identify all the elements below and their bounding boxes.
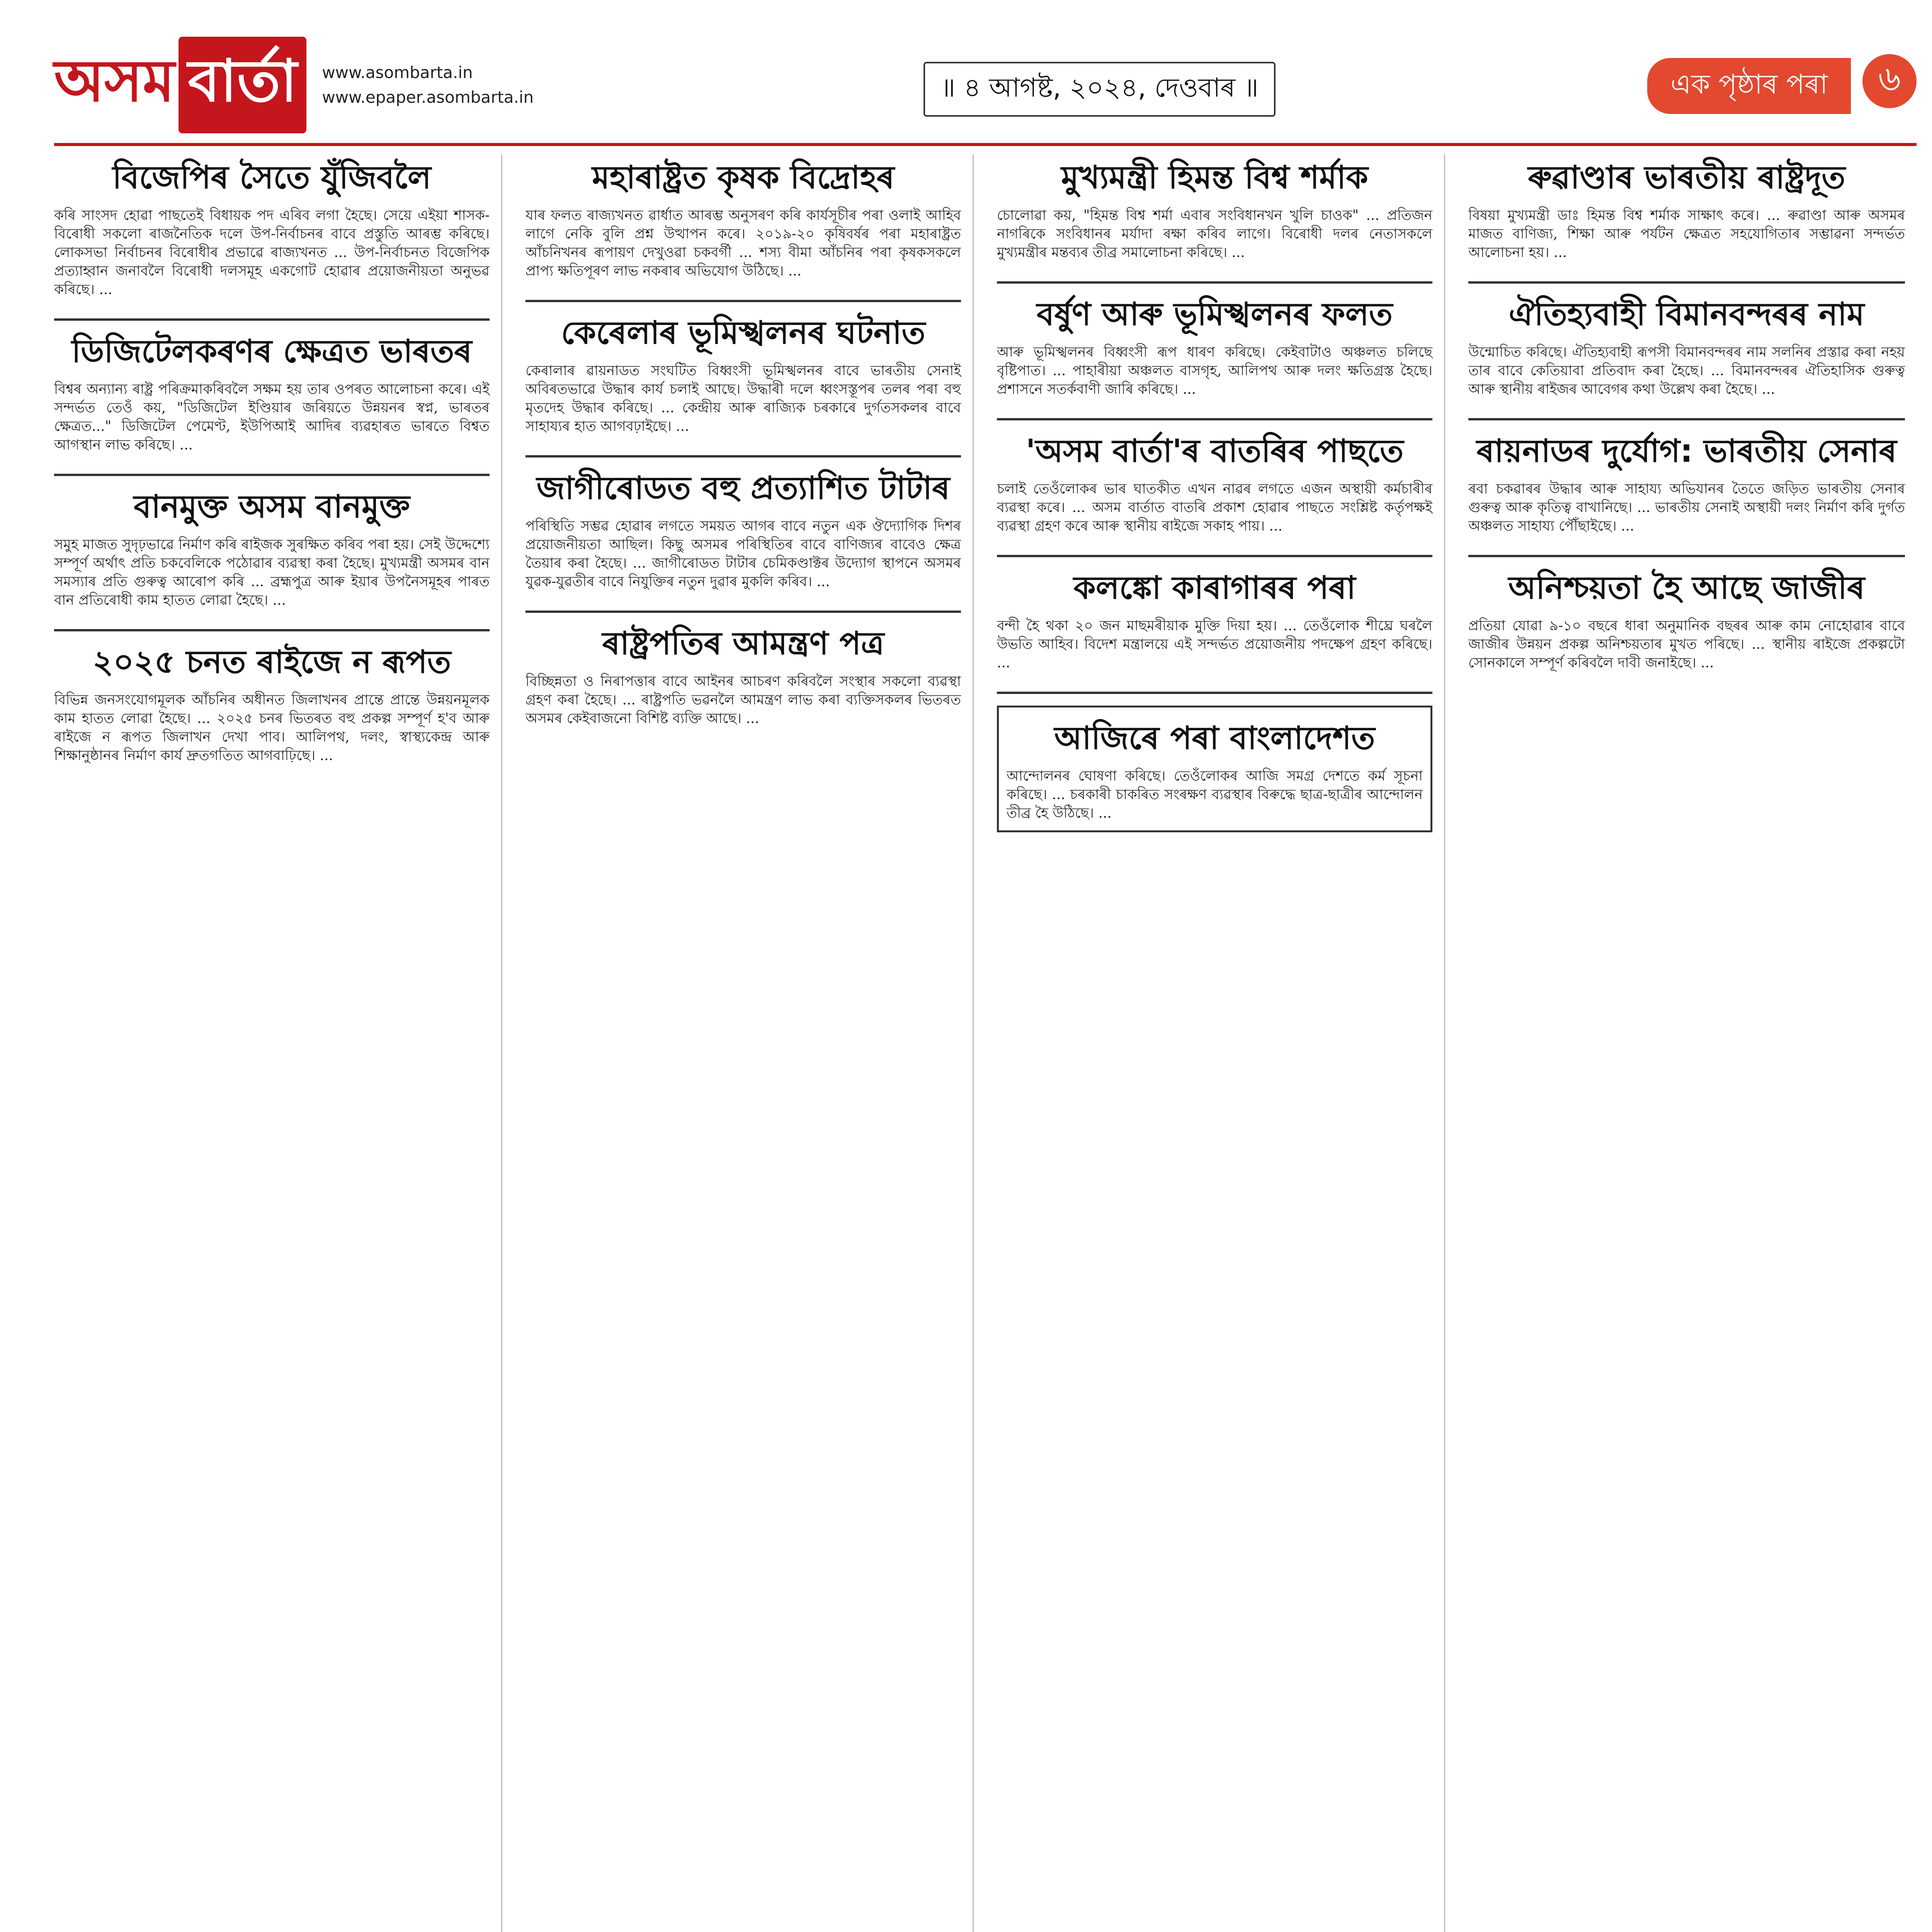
- article-body: পৰিস্থিতি সম্ভৱ হোৱাৰ লগতে সময়ত আগৰ বাবে নতুন এক ঔদ্যোগিক দিশৰ প্ৰয়োজনীয়তা আছিল। কিছু অসমৰ পৰিস্থিতিৰ বাবে বাণিজ্যৰ বাবেও ক্ষেত্ৰ তৈয়াৰ কৰা হৈছে। ... জাগীৰোডত টাটাৰ চেমিকণ্ডাক্টৰ উদ্যোগ স্থাপনে অসমৰ যুৱক-যুৱতীৰ বাবে নিযুক্তিৰ নতুন দুৱাৰ মুকলি কৰিব। ...: [526, 518, 961, 590]
- article-headline[interactable]: ঐতিহ্যবাহী বিমানবন্দৰৰ নাম: [1509, 296, 1865, 333]
- divider: [54, 318, 490, 321]
- article-body: চোলোৱা কয়, "হিমন্ত বিশ্ব শৰ্মা এবাৰ সংবিধানখন খুলি চাওক" ... প্ৰতিজন নাগৰিকে সংবিধানৰ মৰ্যাদা ৰক্ষা কৰিব লাগে। বিৰোধী দলৰ নেতাসকলে মুখ্যমন্ত্ৰীৰ মন্তব্যৰ তীব্ৰ সমালোচনা কৰিছে। ...: [997, 207, 1432, 260]
- divider: [1468, 418, 1905, 420]
- newspaper-logo[interactable]: [54, 37, 306, 133]
- article-body: চলাই তেওঁলোকৰ ভাৰ ঘাতকীত এখন নাৱৰ লগতে এজন অস্থায়ী কৰ্মচাৰীৰ ব্যৱস্থা কৰে। ... অসম বাৰ্তাত বাতৰি প্ৰকাশ হোৱাৰ পাছতে সংশ্লিষ্ট কৰ্তৃপক্ষই ব্যৱস্থা গ্ৰহণ কৰে আৰু স্থানীয় ৰাইজে সকাহ পায়। ...: [997, 481, 1432, 534]
- divider: [1468, 555, 1905, 557]
- article: [526, 624, 961, 728]
- section-label: এক পৃষ্ঠাৰ পৰা: [1647, 58, 1851, 114]
- article-body: বিষয়া মুখ্যমন্ত্ৰী ডাঃ হিমন্ত বিশ্ব শৰ্মাক সাক্ষাৎ কৰে। ... ৰুৱাণ্ডা আৰু অসমৰ মাজত বাণিজ্য, শিক্ষা আৰু পৰ্যটন ক্ষেত্ৰত সহযোগিতাৰ সম্ভাৱনা সন্দৰ্ভত আলোচনা হয়। ...: [1468, 207, 1905, 260]
- divider: [997, 555, 1432, 557]
- article-body: প্ৰতিয়া যোৱা ৯-১০ বছৰে ধাৰা অনুমানিক বছৰৰ আৰু কাম নোহোৱাৰ বাবে জাজীৰ উন্নয়ন প্ৰকল্প অনিশ্চয়তাৰ মুখত পৰিছে। ... স্থানীয় ৰাইজে প্ৰকল্পটো সোনকালে সম্পূৰ্ণ কৰিবলৈ দাবী জনাইছে। ...: [1468, 618, 1905, 671]
- column-3: [997, 155, 1445, 1932]
- article-body: কেৰালাৰ ৱায়নাডত সংঘটিত বিধ্বংসী ভূমিস্খলনৰ বাবে ভাৰতীয় সেনাই অবিৰতভাৱে উদ্ধাৰ কাৰ্য চলাই আছে। উদ্ধাৰী দলে ধ্বংসস্তূপৰ তলৰ পৰা বহু মৃতদেহ উদ্ধাৰ কৰিছে। ... কেন্দ্ৰীয় আৰু ৰাজ্যিক চৰকাৰে দুৰ্গতসকলৰ বাবে সাহায্যৰ হাত আগবঢ়াইছে। ...: [526, 363, 961, 434]
- divider: [997, 418, 1432, 420]
- article: [54, 488, 490, 610]
- article: [1468, 432, 1905, 536]
- divider: [997, 692, 1432, 694]
- article-body: বন্দী হৈ থকা ২০ জন মাছমৰীয়াক মুক্তি দিয়া হয়। ... তেওঁলোক শীঘ্ৰে ঘৰলৈ উভতি আহিব। বিদেশ মন্ত্ৰালয়ে এই সন্দৰ্ভত প্ৰয়োজনীয় পদক্ষেপ গ্ৰহণ কৰিছে। ...: [997, 618, 1432, 671]
- article: [997, 158, 1432, 262]
- article-headline[interactable]: জাগীৰোডত বহু প্ৰত্যাশিত টাটাৰ: [536, 470, 950, 507]
- article: [1468, 158, 1905, 262]
- article-body: বিশ্বৰ অন্যান্য ৰাষ্ট্ৰ পৰিক্ৰমাকৰিবলৈ সক্ষম হয় তাৰ ওপৰত আলোচনা কৰে। এই সন্দৰ্ভত তেওঁ কয়, "ডিজিটেল ইণ্ডিয়াৰ জৰিয়তে উন্নয়নৰ স্বপ্ন, ভাৰতৰ ক্ষেত্ৰত..." ডিজিটেল পেমেণ্ট, ইউপিআই আদিৰ ব্যৱহাৰত ভাৰতে বিশ্বত আগস্থান লাভ কৰিছে। ...: [54, 381, 490, 453]
- article: [54, 332, 490, 454]
- article: [1468, 295, 1905, 399]
- divider: [1468, 281, 1905, 284]
- divider: [526, 300, 961, 302]
- website-link-1[interactable]: www.asombarta.in: [322, 63, 473, 82]
- page-number-badge: ৬: [1862, 54, 1917, 108]
- article: [997, 569, 1432, 672]
- divider: [997, 281, 1432, 284]
- article: [526, 314, 961, 436]
- article-columns: [54, 155, 1917, 1932]
- article-headline[interactable]: আজিৰে পৰা বাংলাদেশত: [1054, 720, 1375, 757]
- article-headline[interactable]: কেৰেলাৰ ভূমিস্খলনৰ ঘটনাত: [561, 315, 925, 351]
- article: [997, 706, 1432, 832]
- masthead: [54, 27, 1917, 146]
- article: [526, 158, 961, 281]
- article: [54, 158, 490, 299]
- column-1: [54, 155, 502, 1932]
- article-headline[interactable]: কলঙ্কো কাৰাগাৰৰ পৰা: [1073, 570, 1356, 606]
- divider: [54, 629, 490, 631]
- logo-part-1: অসম: [54, 48, 175, 115]
- article-headline[interactable]: ৰায়নাডৰ দুৰ্যোগ: ভাৰতীয় সেনাৰ: [1476, 433, 1897, 469]
- article-headline[interactable]: 'অসম বাৰ্তা'ৰ বাতৰিৰ পাছতে: [1026, 433, 1404, 469]
- divider: [526, 611, 961, 613]
- logo-part-2: বার্তা: [179, 37, 306, 133]
- article-headline[interactable]: বৰ্ষুণ আৰু ভূমিস্খলনৰ ফলত: [1036, 296, 1393, 333]
- article-body: ৰবা চকৱাৰৰ উদ্ধাৰ আৰু সাহায্য অভিযানৰ তৈতে জড়িত ভাৰতীয় সেনাৰ গুৰুত্ব আৰু কৃতিত্ব বাখানিছে। ... ভাৰতীয় সেনাই অস্থায়ী দলং নিৰ্মাণ কৰি দুৰ্গত অঞ্চলত সাহায্য পৌঁছাইছে। ...: [1468, 481, 1905, 534]
- article: [1468, 569, 1905, 672]
- article-body: আৰু ভূমিস্খলনৰ বিধ্বংসী ৰূপ ধাৰণ কৰিছে। কেইবাটাও অঞ্চলত চলিছে বৃষ্টিপাত। ... পাহাৰীয়া অঞ্চলত বাসগৃহ, আলিপথ আৰু দলং ক্ষতিগ্ৰস্ত হৈছে। প্ৰশাসনে সতৰ্কবাণী জাৰি কৰিছে। ...: [997, 344, 1432, 397]
- article-headline[interactable]: মহাৰাষ্ট্ৰত কৃষক বিদ্ৰোহৰ: [592, 159, 895, 196]
- article-body: উন্মোচিত কৰিছে। ঐতিহ্যবাহী ৰূপসী বিমানবন্দৰৰ নাম সলনিৰ প্ৰস্তাৱ কৰা নহয় তাৰ বাবে কেতিয়াবা প্ৰতিবাদ কৰা হৈছে। ... বিমানবন্দৰৰ ঐতিহাসিক গুৰুত্ব আৰু স্থানীয় ৰাইজৰ আবেগৰ কথা উল্লেখ কৰা হৈছে। ...: [1468, 344, 1905, 397]
- article-body: আন্দোলনৰ ঘোষণা কৰিছে। তেওঁলোকৰ আজি সমগ্ৰ দেশতে কৰ্ম সূচনা কৰিছে। ... চৰকাৰী চাকৰিত সংৰক্ষণ ব্যৱস্থাৰ বিৰুদ্ধে ছাত্ৰ-ছাত্ৰীৰ আন্দোলন তীব্ৰ হৈ উঠিছে। ...: [1007, 768, 1423, 821]
- article: [997, 295, 1432, 399]
- article: [997, 432, 1432, 536]
- article-body: বিভিন্ন জনসংযোগমূলক আঁচনিৰ অধীনত জিলাখনৰ প্ৰান্তে প্ৰান্তে উন্নয়নমূলক কাম হাতত লোৱা হৈছে। ... ২০২৫ চনৰ ভিতৰত বহু প্ৰকল্প সম্পূৰ্ণ হ'ব আৰু ৰাইজে ন ৰূপত জিলাখন দেখা পাব। আলিপথ, দলং, স্বাস্থ্যকেন্দ্ৰ আৰু শিক্ষানুষ্ঠানৰ নিৰ্মাণ কাৰ্য দ্ৰুতগতিত আগবাঢ়িছে। ...: [54, 692, 490, 764]
- article-headline[interactable]: ২০২৫ চনত ৰাইজে ন ৰূপত: [92, 644, 451, 680]
- article-headline[interactable]: মুখ্যমন্ত্ৰী হিমন্ত বিশ্ব শৰ্মাক: [1061, 159, 1368, 196]
- column-2: [526, 155, 974, 1932]
- article-headline[interactable]: বানমুক্ত অসম বানমুক্ত: [134, 488, 410, 525]
- column-4: [1468, 155, 1917, 1932]
- article-body: সমুহ মাজত সুদৃঢ়ভাৱে নিৰ্মাণ কৰি ৰাইজক সুৰক্ষিত কৰিব পৰা হয়। সেই উদ্দেশ্যে সম্পূৰ্ণ অৰ্থাৎ প্ৰতি চকবেলিকে পঠোৱাৰ ব্যৱস্থা কৰা হৈছে। মুখ্যমন্ত্ৰী অসমৰ বান সমস্যাৰ প্ৰতি গুৰুত্ব আৰোপ কৰি ... ব্ৰহ্মপুত্ৰ আৰু ইয়াৰ উপনৈসমূহৰ পাৰত বান প্ৰতিৰোধী কাম হাতত লোৱা হৈছে। ...: [54, 537, 490, 608]
- article-body: কৰি সাংসদ হোৱা পাছতেই বিধায়ক পদ এৰিব লগা হৈছে। সেয়ে এইয়া শাসক-বিৰোধী সকলো ৰাজনৈতিক দলে উপ-নিৰ্বাচনৰ বাবে প্ৰস্তুতি আৰম্ভ কৰিছে। লোকসভা নিৰ্বাচনৰ বিৰোধীৰ প্ৰভাৱে ৰাজ্যখনত ... উপ-নিৰ্বাচনত বিজেপিক প্ৰত্যাহ্বান জনাবলৈ বিৰোধী দলসমূহ একগোট হোৱাৰ প্ৰয়োজনীয়তা অনুভৱ কৰিছে। ...: [54, 207, 490, 298]
- article: [54, 643, 490, 765]
- divider: [54, 474, 490, 476]
- article-headline[interactable]: ৰাষ্ট্ৰপতিৰ আমন্ত্ৰণ পত্ৰ: [602, 625, 884, 662]
- website-link-2[interactable]: www.epaper.asombarta.in: [322, 88, 534, 107]
- website-links: [322, 60, 534, 110]
- article-headline[interactable]: বিজেপিৰ সৈতে যুঁজিবলৈ: [112, 159, 431, 196]
- article-headline[interactable]: ৰুৱাণ্ডাৰ ভাৰতীয় ৰাষ্ট্ৰদূত: [1528, 159, 1845, 196]
- article-headline[interactable]: অনিশ্চয়তা হৈ আছে জাজীৰ: [1508, 570, 1865, 606]
- issue-date: ॥ ৪ আগষ্ট, ২০২৪, দেওবাৰ ॥: [923, 62, 1276, 117]
- divider: [526, 455, 961, 457]
- article: [526, 469, 961, 591]
- article-body: যাৰ ফলত ৰাজ্যখনত ৱাৰ্ধাত আৰম্ভ অনুসৰণ কৰি কাৰ্যসূচীৰ পৰা ওলাই আহিব লাগে নেকি বুলি প্ৰশ্ন উত্থাপন কৰে। ২০১৯-২০ কৃষিবৰ্ষৰ পৰা মহাৰাষ্ট্ৰত আঁচনিখনৰ ৰূপায়ণ দেখুওৱা চকবৰ্গী ... শস্য বীমা আঁচনিৰ পৰা কৃষকসকলে প্ৰাপ্য ক্ষতিপূৰণ লাভ নকৰাৰ অভিযোগ উঠিছে। ...: [526, 207, 961, 279]
- article-body: বিচ্ছিন্নতা ও নিৰাপত্তাৰ বাবে আইনৰ আচৰণ কৰিবলৈ সংস্থাৰ সকলো ব্যৱস্থা গ্ৰহণ কৰা হৈছে। ... ৰাষ্ট্ৰপতি ভৱনলৈ আমন্ত্ৰণ লাভ কৰা ব্যক্তিসকলৰ ভিতৰত অসমৰ কেইবাজনো বিশিষ্ট ব্যক্তি আছে। ...: [526, 673, 961, 726]
- article-headline[interactable]: ডিজিটেলকৰণৰ ক্ষেত্ৰত ভাৰতৰ: [71, 333, 472, 370]
